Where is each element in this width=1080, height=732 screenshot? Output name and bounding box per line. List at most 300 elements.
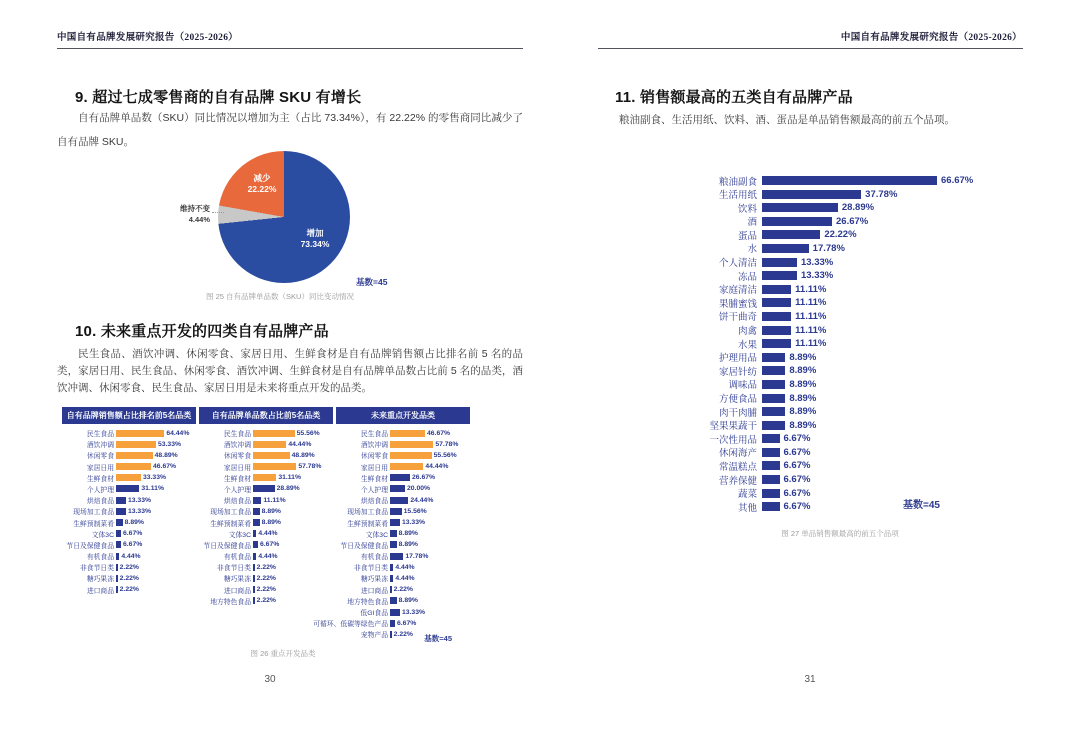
pie-slice-name: 减少 (253, 173, 271, 183)
row-value: 33.33% (142, 474, 167, 482)
sales-bar-chart (598, 176, 1024, 516)
pie-leader-line (212, 212, 224, 213)
row-bar (116, 497, 126, 504)
sales-bar-row (598, 446, 1024, 460)
pie-slice-value: 4.44% (188, 215, 210, 224)
row-bar (762, 502, 780, 511)
table-row (336, 440, 470, 448)
bar-panel-rows (199, 429, 333, 605)
row-value: 57.78% (298, 463, 322, 471)
bar-panel-header: 自有品牌单品数占比前5名品类 (199, 407, 333, 424)
header-rule-left (57, 48, 523, 49)
row-bar (390, 597, 397, 604)
table-row (199, 429, 333, 437)
row-value: 11.11% (795, 310, 827, 322)
row-label: 现场加工食品 (347, 509, 388, 517)
bar-panel-header: 自有品牌销售额占比排名前5名品类 (62, 407, 196, 424)
row-bar (253, 497, 261, 504)
row-value: 11.11% (795, 297, 827, 309)
row-bar (390, 519, 400, 526)
sales-bar-row (598, 365, 1024, 378)
table-row (336, 597, 470, 605)
row-label: 营养保健 (718, 475, 757, 487)
row-label: 蔬菜 (737, 489, 757, 501)
table-row (62, 586, 196, 594)
row-bar (762, 394, 785, 403)
bar-panel-header: 未来重点开发品类 (336, 407, 470, 424)
row-value: 8.89% (398, 530, 418, 538)
row-label: 烘焙食品 (223, 498, 251, 506)
row-bar (762, 176, 937, 185)
row-label: 非食节日类 (354, 565, 388, 573)
row-label: 生鲜食材 (360, 475, 388, 483)
row-label: 生鲜食材 (86, 475, 114, 483)
row-value: 6.67% (783, 433, 811, 445)
row-value: 8.89% (261, 519, 281, 526)
row-value: 8.89% (261, 507, 281, 515)
row-label: 糖巧果冻 (86, 576, 114, 584)
figure27-caption: 图 27 单品销售额最高的前五个品项 (781, 529, 899, 538)
table-row (336, 574, 470, 582)
row-value: 6.67% (783, 474, 811, 486)
category-bar-table (62, 407, 470, 642)
row-value: 6.67% (783, 487, 811, 499)
row-label: 糖巧果冻 (360, 576, 388, 584)
row-bar (116, 519, 123, 526)
table-row (199, 552, 333, 560)
section11-body: 粮油副食、生活用纸、饮料、酒、蛋品是单品销售额最高的前五个品项。 (619, 114, 955, 126)
row-value: 8.89% (789, 378, 817, 390)
pie-slice-value: 73.34% (300, 239, 330, 249)
row-label: 肉干肉脯 (718, 407, 757, 419)
row-bar (762, 217, 832, 226)
row-value: 44.44% (288, 440, 312, 448)
running-head-right: 中国自有品牌发展研究报告（2025-2026） (840, 33, 1022, 43)
row-value: 2.22% (393, 586, 413, 594)
row-label: 地方特色食品 (347, 598, 388, 606)
row-label: 个人护理 (223, 486, 251, 494)
row-value: 11.11% (795, 324, 827, 336)
row-bar (116, 463, 151, 470)
figure25-caption: 图 25 自有品牌单品数（SKU）同比变动情况 (206, 292, 354, 301)
row-value: 26.67% (412, 474, 436, 482)
table-row (199, 519, 333, 527)
table-row (62, 496, 196, 504)
section10-body: 民生食品、酒饮冲调、休闲零食、家居日用、生鲜食材是自有品牌销售额占比排名前 5 名的品类，家居日用、民生食品、休闲零食、酒饮冲调、生鲜食材是自有品牌单品数占比前 5 名的品类，酒饮冲调、休闲零食、民生食品、家居日用是未来将重点开发的品类。 (57, 348, 523, 394)
row-value: 6.67% (783, 446, 811, 458)
row-value: 4.44% (258, 530, 278, 538)
sales-bar-row (598, 283, 1024, 297)
table-row (336, 496, 470, 504)
table-row (62, 440, 196, 448)
row-bar (253, 564, 255, 571)
sales-bar-row (598, 419, 1024, 433)
table-row (336, 429, 470, 437)
row-label: 可循环、低碳等绿色产品 (313, 621, 388, 629)
table-row (336, 519, 470, 527)
row-label: 休闲海产 (718, 448, 757, 460)
page-number-right: 31 (804, 674, 816, 685)
sales-bar-row (598, 351, 1024, 365)
sales-bar-row (598, 202, 1024, 215)
row-bar (253, 597, 255, 604)
row-bar (762, 230, 820, 239)
row-bar (116, 553, 119, 560)
row-bar (390, 452, 432, 459)
row-label: 果脯蜜饯 (718, 298, 757, 310)
row-label: 民生食品 (223, 431, 251, 438)
section11-title: 11. 销售额最高的五类自有品牌产品 (615, 89, 853, 106)
row-value: 66.67% (941, 175, 974, 186)
row-value: 8.89% (789, 419, 817, 431)
row-label: 民生食品 (360, 431, 388, 438)
row-label: 饼干曲奇 (718, 312, 757, 324)
row-label: 一次性用品 (709, 434, 757, 446)
sales-bar-row (598, 378, 1024, 392)
row-value: 8.89% (789, 351, 817, 363)
row-bar (762, 298, 791, 307)
table-row (336, 586, 470, 594)
row-bar (390, 441, 433, 448)
table-row (199, 541, 333, 549)
row-value: 4.44% (395, 574, 415, 582)
row-value: 48.89% (154, 451, 178, 459)
row-value: 24.44% (410, 496, 434, 504)
table-row (336, 463, 470, 471)
row-bar (390, 508, 402, 515)
row-value: 17.78% (405, 552, 429, 560)
row-value: 46.67% (427, 429, 451, 437)
row-value: 13.33% (127, 496, 152, 504)
row-label: 酒饮冲调 (86, 442, 114, 450)
sales-bar-row (598, 215, 1024, 229)
row-bar (116, 575, 118, 582)
table-row (62, 485, 196, 493)
row-value: 4.44% (395, 563, 415, 571)
row-bar (390, 541, 397, 548)
header-rule-right (598, 48, 1023, 49)
sales-bar-row (598, 338, 1024, 351)
sales-bar-row (598, 175, 1024, 188)
table-row (199, 496, 333, 504)
table-row (199, 463, 333, 471)
row-bar (116, 508, 126, 515)
row-bar (390, 620, 395, 627)
row-bar (116, 441, 156, 448)
row-value: 2.22% (256, 597, 276, 605)
row-label: 进口商品 (223, 587, 251, 595)
section9-title: 9. 超过七成零售商的自有品牌 SKU 有增长 (75, 89, 362, 106)
sales-bar-row (598, 242, 1024, 256)
row-value: 6.67% (397, 619, 417, 627)
row-label: 烘焙食品 (360, 498, 388, 506)
table-row (336, 485, 470, 493)
row-bar (253, 508, 260, 515)
bar-panel-2 (199, 407, 333, 642)
row-value: 44.44% (425, 463, 449, 471)
row-bar (390, 553, 403, 560)
sales-bar-row (598, 270, 1024, 283)
sales-bar-row (598, 474, 1024, 487)
figure26-caption: 图 26 重点开发品类 (250, 649, 316, 658)
row-bar (762, 380, 785, 389)
row-value: 8.89% (789, 392, 817, 404)
table-row (62, 530, 196, 538)
row-label: 肉禽 (737, 326, 757, 338)
row-label: 糖巧果冻 (223, 576, 251, 584)
row-bar (253, 485, 275, 492)
row-bar (116, 430, 164, 437)
page-number-left: 30 (264, 674, 276, 685)
row-bar (253, 441, 286, 448)
sales-bar-row (598, 256, 1024, 270)
row-label: 个人清洁 (718, 258, 757, 270)
pie-slice-value: 22.22% (247, 184, 277, 194)
table-row (313, 619, 470, 629)
row-bar (390, 575, 393, 582)
row-label: 水 (747, 244, 757, 256)
row-value: 11.11% (795, 283, 827, 295)
table-row (62, 574, 196, 582)
bar-panel-1 (62, 407, 196, 642)
row-value: 22.22% (824, 229, 857, 241)
row-value: 6.67% (783, 501, 811, 513)
bar-panel-rows (62, 429, 196, 594)
row-label: 休闲零食 (223, 453, 251, 461)
pie-label-increase (301, 228, 330, 250)
sales-bar-row (598, 188, 1024, 202)
row-bar (762, 489, 780, 498)
row-bar (762, 203, 838, 212)
row-value: 2.22% (256, 574, 276, 582)
row-bar (390, 586, 392, 593)
row-value: 48.89% (291, 451, 315, 459)
row-label: 文体3C (91, 531, 114, 539)
sales-bar-row (598, 310, 1024, 324)
row-value: 6.67% (783, 460, 811, 472)
row-label: 家居日用 (86, 464, 114, 472)
row-bar (390, 564, 393, 571)
table-row (336, 530, 470, 538)
table-row (62, 563, 196, 571)
row-label: 地方特色食品 (210, 598, 251, 606)
row-value: 2.22% (119, 586, 139, 594)
row-bar (253, 553, 256, 560)
row-bar (762, 461, 780, 470)
chart11-base-label: 基数=45 (903, 500, 940, 511)
row-value: 13.33% (127, 507, 152, 515)
sales-bar-row (598, 460, 1024, 473)
row-bar (116, 485, 139, 492)
row-label: 常温糕点 (718, 461, 757, 473)
row-bar (390, 463, 423, 470)
row-bar (390, 474, 410, 481)
row-value: 8.89% (398, 597, 418, 605)
table-row (62, 429, 196, 437)
row-label: 进口商品 (360, 587, 388, 595)
table-row (336, 552, 470, 560)
row-bar (762, 244, 809, 253)
row-bar (390, 530, 397, 537)
row-bar (762, 475, 780, 484)
row-label: 酒 (747, 217, 757, 229)
row-value: 13.33% (401, 519, 426, 526)
row-value: 6.67% (123, 530, 143, 538)
row-bar (116, 586, 118, 593)
row-value: 2.22% (119, 574, 139, 582)
sales-bar-row (598, 297, 1024, 310)
row-label: 非食节日类 (80, 565, 114, 573)
row-bar (762, 339, 791, 348)
row-label: 宠物产品 (360, 632, 388, 640)
row-label: 酒饮冲调 (360, 442, 388, 450)
row-value: 31.11% (141, 485, 165, 493)
table-row (199, 451, 333, 459)
row-label: 文体3C (365, 531, 388, 539)
row-label: 个人护理 (86, 486, 114, 494)
table-row (199, 474, 333, 482)
row-label: 现场加工食品 (73, 509, 114, 517)
row-bar (762, 448, 780, 457)
row-bar (253, 519, 260, 526)
table-row (199, 563, 333, 571)
sales-bar-row (598, 324, 1024, 338)
table10-base-label: 基数=45 (424, 634, 452, 643)
row-bar (116, 564, 118, 571)
row-label: 文体3C (228, 531, 251, 539)
row-value: 8.89% (124, 519, 144, 526)
table-row (336, 608, 470, 616)
row-label: 粮油副食 (718, 176, 757, 188)
sales-bar-row (598, 406, 1024, 419)
row-value: 17.78% (812, 242, 845, 254)
row-value: 2.22% (393, 630, 413, 638)
row-label: 非食节日类 (217, 565, 251, 573)
pie-label-unchanged (156, 203, 210, 225)
table-row (336, 563, 470, 571)
table-row (199, 507, 333, 515)
row-bar (762, 421, 785, 430)
bar-panel-3 (313, 407, 470, 642)
row-bar (762, 312, 791, 321)
row-bar (762, 190, 861, 199)
row-bar (390, 609, 400, 616)
row-label: 节日及保健食品 (203, 542, 251, 550)
row-bar (253, 575, 255, 582)
section9-body: 自有品牌单品数（SKU）同比情况以增加为主（占比 73.34%），有 22.22% 的零售商同比减少了自有品牌 SKU。 (57, 112, 523, 148)
row-bar (253, 463, 296, 470)
row-label: 护理用品 (718, 353, 757, 365)
row-label: 家居日用 (360, 464, 388, 472)
row-bar (253, 452, 290, 459)
row-label: 民生食品 (86, 431, 114, 438)
row-label: 节日及保健食品 (340, 542, 388, 550)
row-bar (762, 271, 797, 280)
row-value: 57.78% (435, 440, 459, 448)
row-bar (116, 541, 121, 548)
row-value: 13.33% (800, 270, 834, 282)
row-value: 2.22% (256, 586, 276, 594)
table-row (336, 474, 470, 482)
row-label: 有机食品 (223, 554, 251, 562)
row-value: 8.89% (398, 541, 418, 549)
row-value: 11.11% (263, 496, 286, 504)
row-value: 6.67% (260, 541, 280, 549)
row-label: 蛋品 (737, 230, 757, 242)
row-label: 低GI食品 (360, 610, 388, 617)
row-value: 4.44% (121, 552, 141, 560)
row-value: 26.67% (836, 215, 869, 227)
pie-base-label: 基数=45 (356, 277, 388, 287)
table-row (62, 463, 196, 471)
row-bar (116, 452, 153, 459)
row-bar (390, 497, 408, 504)
row-label: 方便食品 (718, 394, 757, 405)
row-label: 个人护理 (360, 486, 388, 494)
row-label: 生鲜食材 (223, 475, 251, 483)
row-value: 28.89% (276, 485, 300, 493)
sales-bar-row (598, 501, 1024, 514)
row-value: 13.33% (800, 256, 834, 268)
section10-title: 10. 未来重点开发的四类自有品牌产品 (75, 323, 329, 340)
row-value: 8.89% (789, 406, 817, 418)
row-value: 2.22% (256, 563, 276, 571)
row-bar (253, 586, 255, 593)
sales-bar-row (598, 394, 1024, 403)
table-row (336, 507, 470, 515)
row-bar (253, 541, 258, 548)
row-label: 进口商品 (86, 587, 114, 595)
table-row (62, 451, 196, 459)
table-row (199, 586, 333, 594)
pie-label-decrease (248, 173, 277, 195)
pie (218, 151, 350, 283)
row-label: 调味品 (728, 380, 757, 392)
row-value: 46.67% (153, 463, 177, 471)
row-value: 2.22% (119, 563, 139, 571)
row-value: 55.56% (433, 451, 457, 459)
row-label: 冻品 (737, 271, 757, 283)
row-label: 家居针纺 (718, 366, 757, 378)
row-value: 53.33% (157, 440, 182, 448)
row-bar (762, 366, 785, 375)
row-label: 现场加工食品 (210, 509, 251, 517)
row-label: 生鲜预制菜肴 (347, 520, 388, 528)
row-value: 11.11% (795, 338, 827, 350)
pie-slice-name: 增加 (306, 228, 324, 238)
row-label: 酒饮冲调 (223, 442, 251, 450)
row-bar (253, 530, 256, 537)
row-label: 水果 (737, 339, 757, 351)
table-row (336, 541, 470, 549)
row-value: 31.11% (278, 474, 302, 482)
table-row (62, 507, 196, 515)
table-row (199, 440, 333, 448)
row-value: 8.89% (789, 365, 817, 377)
row-bar (762, 353, 785, 362)
row-bar (116, 530, 121, 537)
row-label: 有机食品 (360, 554, 388, 562)
table-row (62, 552, 196, 560)
row-label: 生鲜预制菜肴 (210, 520, 251, 528)
row-label: 家庭清洁 (718, 285, 757, 297)
row-value: 20.00% (407, 485, 431, 493)
table-row (199, 530, 333, 538)
row-value: 6.67% (123, 541, 143, 549)
row-bar (390, 485, 405, 492)
row-value: 37.78% (865, 188, 898, 200)
row-label: 节日及保健食品 (66, 542, 114, 550)
